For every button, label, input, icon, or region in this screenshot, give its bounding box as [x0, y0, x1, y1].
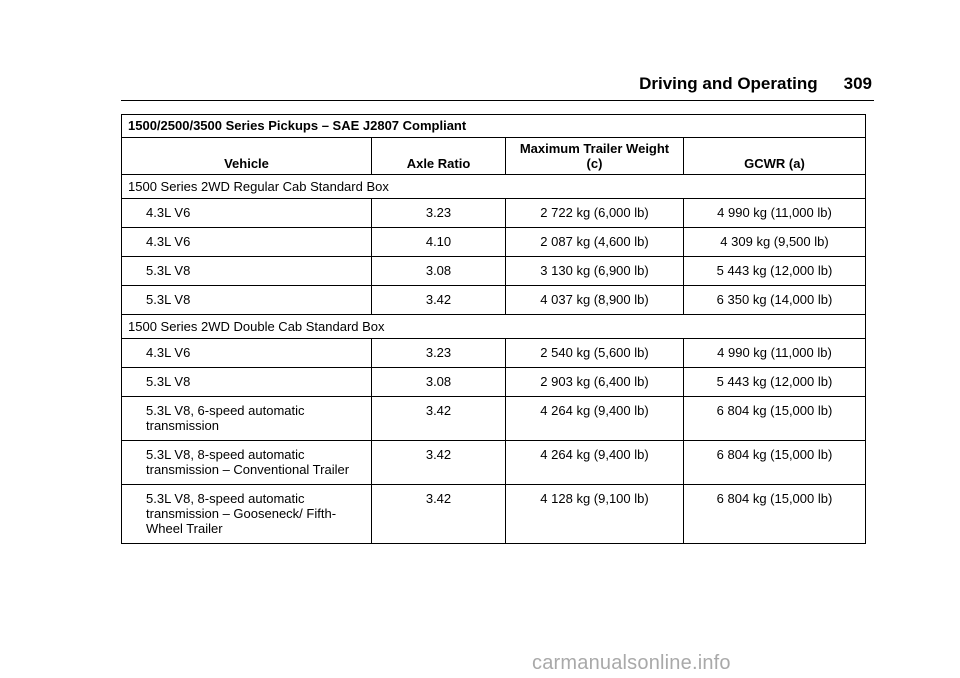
cell-vehicle: 4.3L V6 — [122, 228, 372, 257]
cell-axle-ratio: 3.42 — [372, 397, 506, 441]
header-rule — [121, 100, 874, 101]
cell-max-trailer-weight: 4 128 kg (9,100 lb) — [506, 485, 684, 544]
cell-vehicle: 5.3L V8, 8-speed automatic transmission – Conventional Trailer — [122, 441, 372, 485]
cell-gcwr: 4 990 kg (11,000 lb) — [684, 339, 866, 368]
cell-gcwr: 5 443 kg (12,000 lb) — [684, 257, 866, 286]
table-row — [122, 199, 866, 228]
column-header-row — [122, 138, 866, 175]
page-number: 309 — [843, 74, 872, 93]
towing-spec-table — [121, 114, 866, 544]
section-title: Driving and Operating — [639, 74, 818, 93]
cell-axle-ratio: 4.10 — [372, 228, 506, 257]
column-header-axle-ratio: Axle Ratio — [372, 138, 506, 175]
table-row — [122, 286, 866, 315]
cell-gcwr: 6 804 kg (15,000 lb) — [684, 397, 866, 441]
cell-axle-ratio: 3.42 — [372, 441, 506, 485]
cell-vehicle: 4.3L V6 — [122, 199, 372, 228]
page-header — [639, 74, 872, 94]
cell-max-trailer-weight: 4 264 kg (9,400 lb) — [506, 397, 684, 441]
column-header-max-trailer-weight: Maximum Trailer Weight (c) — [506, 138, 684, 175]
cell-gcwr: 6 804 kg (15,000 lb) — [684, 441, 866, 485]
cell-max-trailer-weight: 2 087 kg (4,600 lb) — [506, 228, 684, 257]
cell-gcwr: 4 309 kg (9,500 lb) — [684, 228, 866, 257]
cell-max-trailer-weight: 2 903 kg (6,400 lb) — [506, 368, 684, 397]
cell-max-trailer-weight: 4 037 kg (8,900 lb) — [506, 286, 684, 315]
cell-gcwr: 6 350 kg (14,000 lb) — [684, 286, 866, 315]
cell-vehicle: 5.3L V8 — [122, 257, 372, 286]
table-row — [122, 485, 866, 544]
section-title: 1500 Series 2WD Double Cab Standard Box — [122, 315, 866, 339]
column-header-vehicle: Vehicle — [122, 138, 372, 175]
cell-max-trailer-weight: 2 540 kg (5,600 lb) — [506, 339, 684, 368]
table-caption: 1500/2500/3500 Series Pickups – SAE J2807 Compliant — [122, 115, 866, 138]
table-row — [122, 368, 866, 397]
table-row — [122, 441, 866, 485]
section-row — [122, 315, 866, 339]
table-row — [122, 228, 866, 257]
section-row — [122, 175, 866, 199]
table-row — [122, 397, 866, 441]
cell-vehicle: 5.3L V8, 6-speed automatic transmission — [122, 397, 372, 441]
cell-axle-ratio: 3.42 — [372, 485, 506, 544]
cell-axle-ratio: 3.08 — [372, 368, 506, 397]
section-title: 1500 Series 2WD Regular Cab Standard Box — [122, 175, 866, 199]
cell-max-trailer-weight: 2 722 kg (6,000 lb) — [506, 199, 684, 228]
column-header-gcwr: GCWR (a) — [684, 138, 866, 175]
table-row — [122, 339, 866, 368]
table-row — [122, 257, 866, 286]
cell-axle-ratio: 3.08 — [372, 257, 506, 286]
cell-vehicle: 5.3L V8 — [122, 368, 372, 397]
cell-axle-ratio: 3.42 — [372, 286, 506, 315]
cell-vehicle: 5.3L V8, 8-speed automatic transmission – Gooseneck/ Fifth-Wheel Trailer — [122, 485, 372, 544]
cell-vehicle: 4.3L V6 — [122, 339, 372, 368]
cell-gcwr: 4 990 kg (11,000 lb) — [684, 199, 866, 228]
cell-max-trailer-weight: 4 264 kg (9,400 lb) — [506, 441, 684, 485]
cell-axle-ratio: 3.23 — [372, 199, 506, 228]
cell-gcwr: 5 443 kg (12,000 lb) — [684, 368, 866, 397]
cell-max-trailer-weight: 3 130 kg (6,900 lb) — [506, 257, 684, 286]
watermark: carmanualsonline.info — [532, 652, 731, 674]
cell-gcwr: 6 804 kg (15,000 lb) — [684, 485, 866, 544]
cell-axle-ratio: 3.23 — [372, 339, 506, 368]
cell-vehicle: 5.3L V8 — [122, 286, 372, 315]
